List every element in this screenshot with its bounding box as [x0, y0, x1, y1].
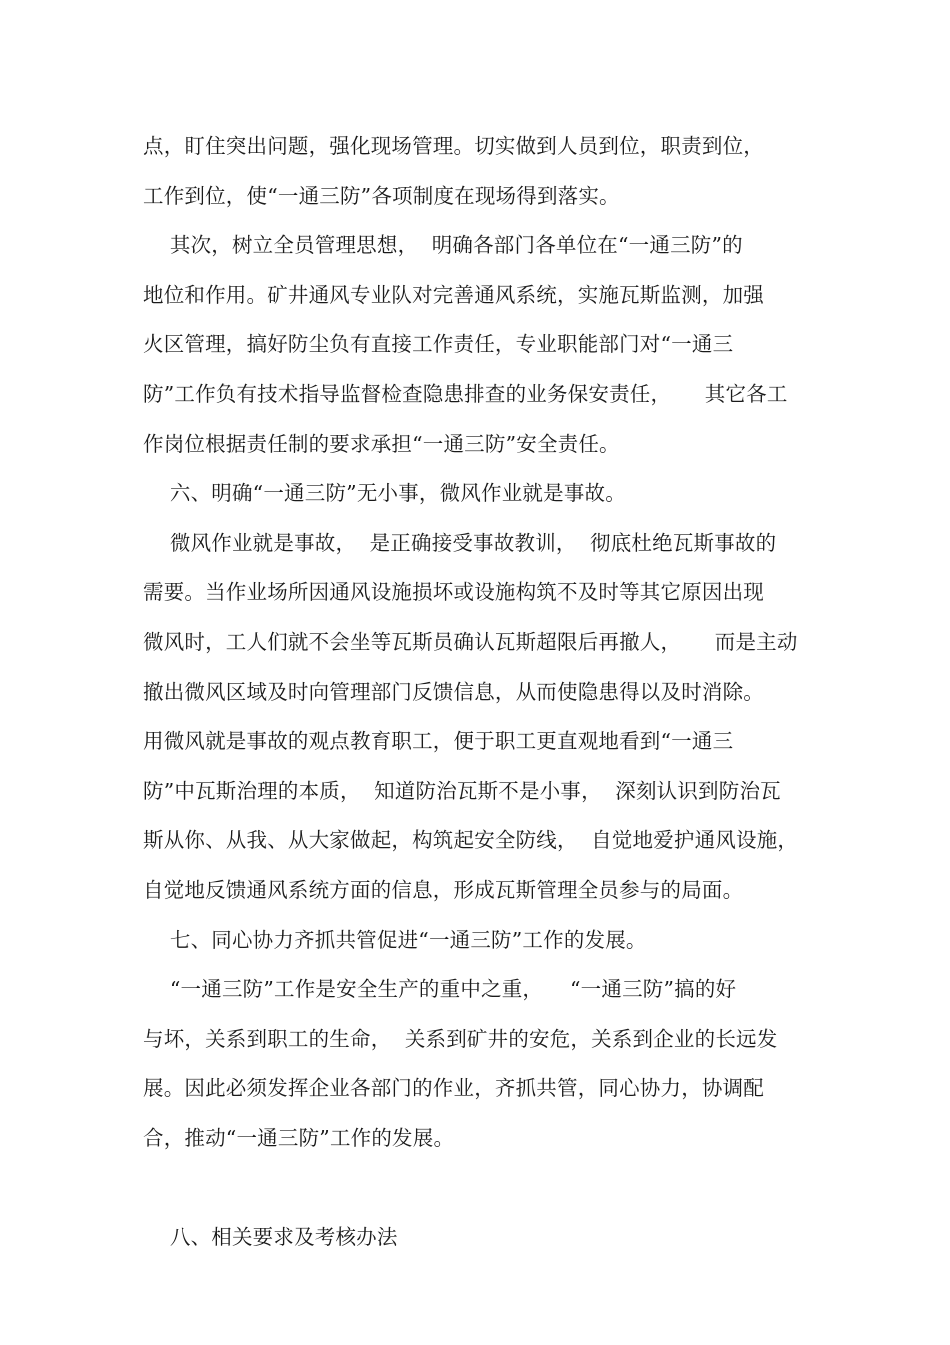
section-heading-six: 六、明确“一通三防”无小事，微风作业就是事故。: [143, 481, 626, 506]
document-body: [143, 122, 803, 1263]
text-line: 斯从你、从我、从大家做起，构筑起安全防线， 自觉地爱护通风设施，: [143, 828, 799, 853]
text-line: 自觉地反馈通风系统方面的信息，形成瓦斯管理全员参与的局面。: [143, 877, 744, 902]
text-line: 地位和作用。矿井通风专业队对完善通风系统，实施瓦斯监测，加强: [143, 282, 764, 307]
text-line: 防”工作负有技术指导监督检查隐患排查的业务保安责任， 其它各工: [143, 381, 788, 406]
text-line: 其次，树立全员管理思想， 明确各部门各单位在“一通三防”的: [143, 233, 743, 258]
text-line: 防”中瓦斯治理的本质， 知道防治瓦斯不是小事， 深刻认识到防治瓦: [143, 778, 781, 803]
text-line: 微风时，工人们就不会坐等瓦斯员确认瓦斯超限后再撤人， 而是主动: [143, 629, 798, 654]
text-line: 点，盯住突出问题，强化现场管理。切实做到人员到位，职责到位，: [143, 134, 764, 158]
text-line: 撤出微风区域及时向管理部门反馈信息，从而使隐患得以及时消除。: [143, 679, 764, 704]
text-line: 火区管理，搞好防尘负有直接工作责任，专业职能部门对“一通三: [143, 332, 734, 357]
blank-line: [143, 1163, 803, 1213]
text-line: 作岗位根据责任制的要求承担“一通三防”安全责任。: [143, 431, 620, 456]
text-line: 展。因此必须发挥企业各部门的作业，齐抓共管，同心协力，协调配: [143, 1076, 764, 1101]
section-heading-seven: 七、同心协力齐抓共管促进“一通三防”工作的发展。: [143, 927, 647, 952]
text-line: 用微风就是事故的观点教育职工，便于职工更直观地看到“一通三: [143, 729, 734, 754]
text-line: “一通三防”工作是安全生产的重中之重， “一通三防”搞的好: [143, 977, 737, 1002]
section-heading-eight: 八、相关要求及考核办法: [143, 1225, 398, 1250]
text-line: 需要。当作业场所因通风设施损坏或设施构筑不及时等其它原因出现: [143, 580, 764, 605]
text-line: 合，推动“一通三防”工作的发展。: [143, 1125, 455, 1150]
text-line: 微风作业就是事故， 是正确接受事故教训， 彻底杜绝瓦斯事故的: [143, 530, 777, 555]
text-line: 与坏，关系到职工的生命， 关系到矿井的安危，关系到企业的长远发: [143, 1026, 778, 1051]
text-line: 工作到位，使“一通三防”各项制度在现场得到落实。: [143, 183, 620, 208]
